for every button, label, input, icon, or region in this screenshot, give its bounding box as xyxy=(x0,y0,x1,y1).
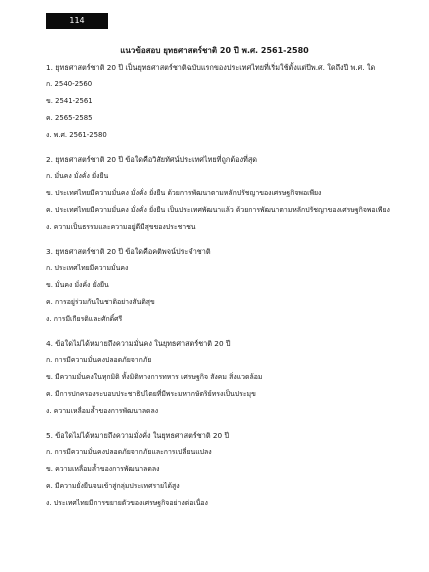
choice-b: ข. มั่นคง มั่งคั่ง ยั่งยืน xyxy=(46,281,109,289)
choice-d: ง. การมีเกียรติและศักดิ์ศรี xyxy=(46,315,123,323)
question-5 xyxy=(46,430,396,509)
document-title: แนวข้อสอบ ยุทธศาสตร์ชาติ 20 ปี พ.ศ. 2561-2580 xyxy=(120,46,309,55)
page-number-badge: 114 xyxy=(46,13,108,29)
choice-a: ก. การมีความมั่นคงปลอดภัยจากภัยและการเปลี่ยนแปลง xyxy=(46,448,212,456)
choice-d: ง. ประเทศไทยมีการขยายตัวของเศรษฐกิจอย่างต่อเนื่อง xyxy=(46,499,208,507)
question-4 xyxy=(46,338,396,417)
question-2 xyxy=(46,154,396,233)
choice-b: ข. 2541-2561 xyxy=(46,97,93,105)
choice-c: ค. ประเทศไทยมีความมั่นคง มั่งคั่ง ยั่งยืน เป็นประเทศพัฒนาแล้ว ด้วยการพัฒนาตามหลักปรัชญาของเศรษฐกิจพอเพียง xyxy=(46,206,390,214)
choice-c: ค. 2565-2585 xyxy=(46,114,93,122)
choice-a: ก. มั่นคง มั่งคั่ง ยั่งยืน xyxy=(46,172,109,180)
choice-a: ก. การมีความมั่นคงปลอดภัยจากภัย xyxy=(46,356,152,364)
choice-b: ข. ประเทศไทยมีความมั่นคง มั่งคั่ง ยั่งยืน ด้วยการพัฒนาตามหลักปรัชญาของเศรษฐกิจพอเพียง xyxy=(46,189,322,197)
question-stem: 1. ยุทธศาสตร์ชาติ 20 ปี เป็นยุทธศาสตร์ชาติฉบับแรกของประเทศไทยที่เริ่มใช้ตั้งแต่ปีพ.ศ. ใดถึงปี พ.ศ. ใด xyxy=(46,63,376,72)
choice-d: ง. พ.ศ. 2561-2580 xyxy=(46,131,107,139)
choice-d: ง. ความเหลื่อมล้ำของการพัฒนาลดลง xyxy=(46,407,159,415)
choice-a: ก. 2540-2560 xyxy=(46,80,93,88)
question-3 xyxy=(46,246,396,325)
question-stem: 4. ข้อใดไม่ได้หมายถึงความมั่นคง ในยุทธศาสตร์ชาติ 20 ปี xyxy=(46,339,231,348)
question-stem: 2. ยุทธศาสตร์ชาติ 20 ปี ข้อใดคือวิสัยทัศน์ประเทศไทยที่ถูกต้องที่สุด xyxy=(46,155,258,164)
choice-c: ค. มีความยั่งยืนจนเข้าสู่กลุ่มประเทศรายได้สูง xyxy=(46,482,180,490)
choice-c: ค. การอยู่ร่วมกันในชาติอย่างสันติสุข xyxy=(46,298,155,306)
question-stem: 3. ยุทธศาสตร์ชาติ 20 ปี ข้อใดคือคติพจน์ประจำชาติ xyxy=(46,247,211,256)
question-stem: 5. ข้อใดไม่ได้หมายถึงความมั่งคั่ง ในยุทธศาสตร์ชาติ 20 ปี xyxy=(46,431,230,440)
choice-b: ข. ความเหลื่อมล้ำของการพัฒนาลดลง xyxy=(46,465,160,473)
question-1 xyxy=(46,62,396,141)
question-list xyxy=(46,62,396,514)
choice-d: ง. ความเป็นธรรมและความอยู่ดีมีสุขของประชาชน xyxy=(46,223,196,231)
choice-c: ค. มีการปกครองระบอบประชาธิปไตยที่มีพระมหากษัตริย์ทรงเป็นประมุข xyxy=(46,390,256,398)
choice-b: ข. มีความมั่นคงในทุกมิติ ทั้งมิติทางการทหาร เศรษฐกิจ สังคม สิ่งแวดล้อม xyxy=(46,373,263,381)
choice-a: ก. ประเทศไทยมีความมั่นคง xyxy=(46,264,129,272)
